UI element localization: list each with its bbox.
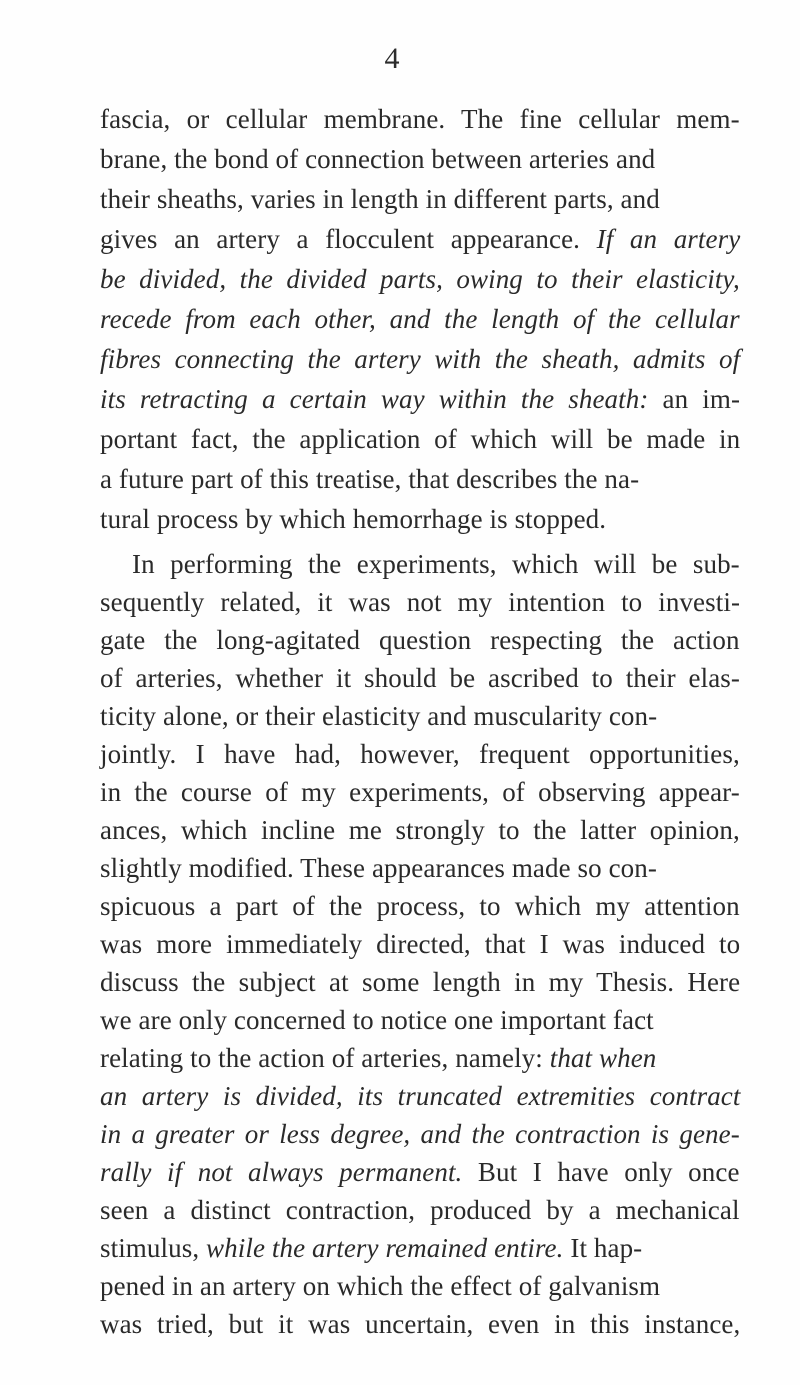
text-line: fibres connecting the artery with the sheath, admits of xyxy=(100,344,741,374)
text-line: ticity alone, or their elasticity and muscularity con- xyxy=(100,701,658,731)
text-line: an artery is divided, its truncated extremities contract xyxy=(100,1081,741,1111)
paragraph-2 xyxy=(100,545,740,1343)
text-line: ances, which incline me strongly to the latter opinion, xyxy=(100,815,740,845)
text-line: recede from each other, and the length of the cellular xyxy=(100,304,740,334)
text-line: tural process by which hemorrhage is stopped. xyxy=(100,504,607,534)
text-line: stimulus, while the artery remained entire. It hap- xyxy=(100,1233,643,1263)
text-line: relating to the action of arteries, namely: that when xyxy=(100,1043,657,1073)
page-number: 4 xyxy=(384,42,400,75)
text-line: gives an artery a flocculent appearance. If an artery xyxy=(100,224,741,254)
text-line: slightly modified. These appearances made so con- xyxy=(100,853,657,883)
text-line: seen a distinct contraction, produced by a mechanical xyxy=(100,1195,740,1225)
text-line: of arteries, whether it should be ascribed to their elas- xyxy=(100,663,740,693)
text-line: its retracting a certain way within the sheath: an im- xyxy=(100,384,741,414)
paragraph-1 xyxy=(100,99,740,539)
text-line: discuss the subject at some length in my Thesis. Here xyxy=(100,967,741,997)
text-line: spicuous a part of the process, to which my attention xyxy=(100,891,740,921)
text-line: a future part of this treatise, that describes the na- xyxy=(100,464,640,494)
text-line: jointly. I have had, however, frequent opportunities, xyxy=(100,739,740,769)
text-line: we are only concerned to notice one important fact xyxy=(100,1005,654,1035)
text-line: In performing the experiments, which will be sub- xyxy=(132,549,740,579)
text-line: was tried, but it was uncertain, even in this instance, xyxy=(100,1309,741,1339)
text-line: portant fact, the application of which will be made in xyxy=(100,424,741,454)
text-line: sequently related, it was not my intention to investi- xyxy=(100,587,741,617)
text-line: brane, the bond of connection between arteries and xyxy=(100,144,656,174)
text-line: fascia, or cellular membrane. The fine cellular mem- xyxy=(100,104,740,134)
text-line: be divided, the divided parts, owing to their elasticity, xyxy=(100,264,740,294)
text-line: gate the long-agitated question respecting the action xyxy=(100,625,740,655)
text-line: in a greater or less degree, and the contraction is gene- xyxy=(100,1119,740,1149)
text-line: was more immediately directed, that I was induced to xyxy=(100,929,741,959)
text-line: in the course of my experiments, of observing appear- xyxy=(100,777,740,807)
text-line: rally if not always permanent. But I have only once xyxy=(100,1157,740,1187)
text-line: their sheaths, varies in length in different parts, and xyxy=(100,184,660,214)
text-line: pened in an artery on which the effect of galvanism xyxy=(100,1271,661,1301)
